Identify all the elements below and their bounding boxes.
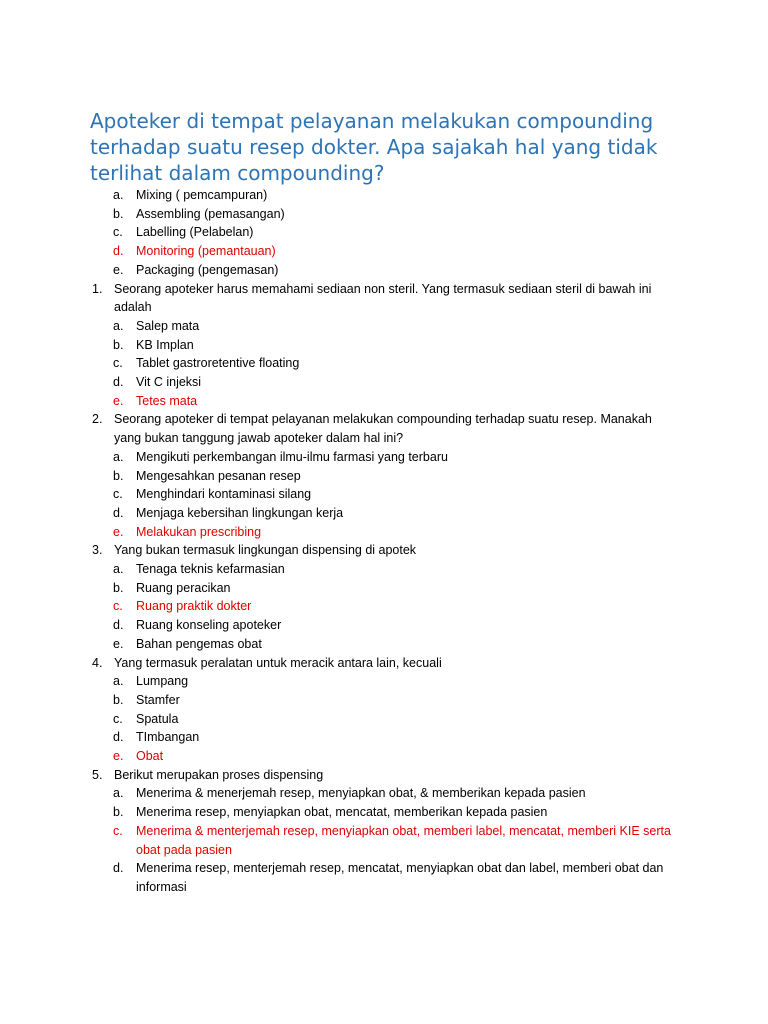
question-text: Seorang apoteker di tempat pelayanan melakukan compounding terhadap suatu resep. Manakah yang bukan tanggung jawab apoteker dalam hal ini?: [114, 412, 652, 446]
option-letter: d.: [113, 730, 124, 745]
option-text: Mengesahkan pesanan resep: [136, 468, 301, 483]
question-number: 2.: [92, 412, 103, 427]
option-letter: c.: [113, 711, 123, 726]
option-letter: e.: [113, 393, 124, 408]
option-letter: d.: [113, 618, 124, 633]
option-text: Bahan pengemas obat: [136, 636, 262, 651]
option-text-correct: Menerima & menterjemah resep, menyiapkan obat, memberi label, mencatat, memberi KIE serta obat pada pasien: [136, 823, 671, 857]
option-letter: c.: [113, 823, 123, 838]
option-letter: c.: [113, 225, 123, 240]
option-text: Mengikuti perkembangan ilmu-ilmu farmasi yang terbaru: [136, 449, 448, 464]
option-letter: c.: [113, 599, 123, 614]
option-text: Packaging (pengemasan): [136, 262, 279, 277]
option-text-correct: Obat: [136, 749, 164, 763]
option-text: Menerima resep, menterjemah resep, mencatat, menyiapkan obat dan label, memberi obat dan informasi: [136, 861, 664, 894]
option-text: Assembling (pemasangan): [136, 206, 285, 221]
option-letter: e.: [113, 524, 124, 539]
option-letter: b.: [113, 805, 124, 820]
option-letter: e.: [113, 749, 124, 763]
question-text: Yang bukan termasuk lingkungan dispensing di apotek: [114, 543, 417, 558]
option-letter: b.: [113, 692, 124, 707]
option-letter: b.: [113, 580, 124, 595]
option-letter: a.: [113, 318, 124, 333]
option-text: TImbangan: [136, 730, 200, 745]
option-letter: c.: [113, 356, 123, 371]
option-text: Tablet gastroretentive floating: [136, 356, 300, 371]
option-letter: e.: [113, 636, 124, 651]
question-number: 5.: [92, 767, 103, 782]
option-text: Vit C injeksi: [136, 375, 202, 389]
option-text: Tenaga teknis kefarmasian: [136, 562, 285, 576]
option-text: KB Implan: [136, 337, 194, 352]
option-text-correct: Monitoring (pemantauan): [136, 244, 276, 259]
question-number: 1.: [92, 281, 103, 296]
option-letter: b.: [113, 468, 124, 483]
option-letter: b.: [113, 337, 124, 352]
option-text: Spatula: [136, 711, 179, 726]
intro-question-heading: Apoteker di tempat pelayanan melakukan compounding terhadap suatu resep dokter. Apa sajakah hal yang tidak terlihat dalam compounding?: [90, 109, 658, 185]
option-letter: a.: [113, 674, 124, 689]
option-letter: d.: [113, 861, 124, 876]
option-text: Lumpang: [136, 674, 189, 689]
question-text: Seorang apoteker harus memahami sediaan non steril. Yang termasuk sediaan steril di bawah ini adalah: [114, 281, 652, 315]
option-text: Mixing ( pemcampuran): [136, 188, 268, 202]
option-text: Menerima resep, menyiapkan obat, mencatat, memberikan kepada pasien: [136, 805, 548, 820]
option-text: Menerima & menerjemah resep, menyiapkan obat, & memberikan kepada pasien: [136, 786, 586, 801]
option-text-correct: Tetes mata: [136, 393, 198, 408]
option-letter: b.: [113, 206, 124, 221]
option-letter: c.: [113, 487, 123, 502]
option-letter: a.: [113, 449, 124, 464]
question-number: 4.: [92, 655, 103, 670]
option-text: Labelling (Pelabelan): [136, 225, 254, 240]
option-letter: e.: [113, 262, 124, 277]
option-text-correct: Ruang praktik dokter: [136, 599, 252, 614]
option-letter: a.: [113, 786, 124, 801]
question-text: Yang termasuk peralatan untuk meracik antara lain, kecuali: [114, 655, 442, 670]
option-text: Salep mata: [136, 318, 200, 333]
option-text: Menjaga kebersihan lingkungan kerja: [136, 505, 344, 520]
option-letter: a.: [113, 562, 124, 576]
option-letter: a.: [113, 188, 124, 202]
option-letter: d.: [113, 244, 124, 259]
option-text: Stamfer: [136, 692, 180, 707]
option-text: Ruang peracikan: [136, 580, 231, 595]
question-text: Berikut merupakan proses dispensing: [114, 767, 324, 782]
option-text-correct: Melakukan prescribing: [136, 524, 262, 539]
option-text: Menghindari kontaminasi silang: [136, 487, 312, 502]
option-text: Ruang konseling apoteker: [136, 618, 282, 633]
option-letter: d.: [113, 505, 124, 520]
question-number: 3.: [92, 543, 103, 558]
option-letter: d.: [113, 375, 124, 389]
